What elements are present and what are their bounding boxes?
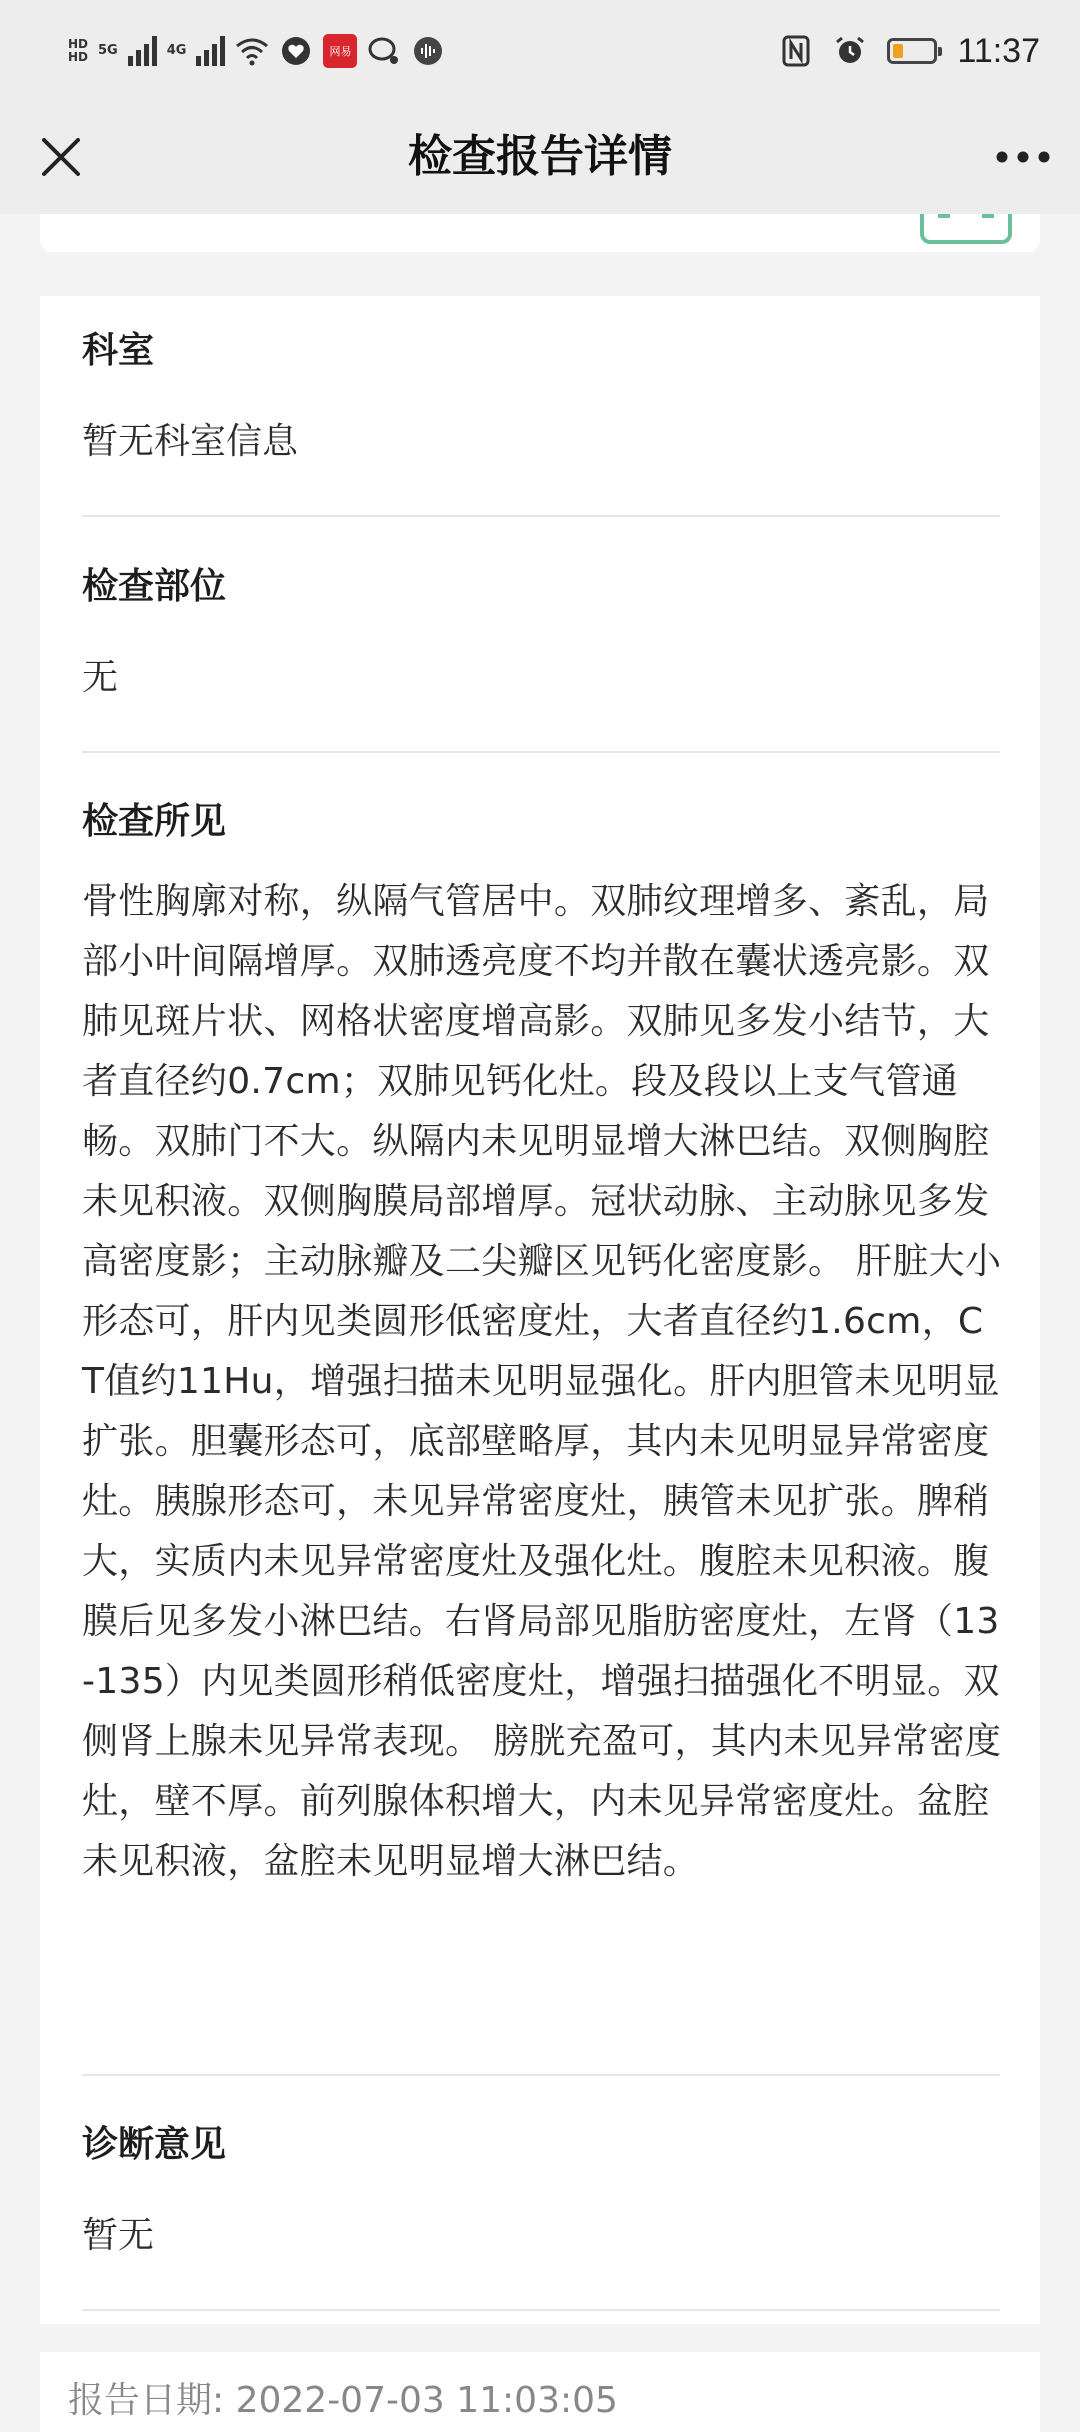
exam-site-section (82, 558, 1002, 700)
report-date: 报告日期: 2022-07-03 11:03:05 (68, 2380, 618, 2421)
signal-icon (128, 36, 157, 66)
wifi-icon (235, 34, 269, 68)
divider (82, 751, 1000, 753)
status-right (779, 26, 1040, 76)
wangyi-app-icon (323, 34, 357, 68)
department-title: 科室 (82, 330, 155, 371)
report-date-card (40, 2352, 1040, 2432)
more-icon (996, 151, 1050, 163)
exam-site-title: 检查部位 (82, 566, 227, 607)
navigation-bar (0, 100, 1080, 214)
department-section (82, 322, 1002, 464)
department-value: 暂无科室信息 (82, 421, 299, 462)
divider (82, 515, 1000, 517)
hd-label: HD (68, 37, 89, 51)
network-5g-label: 5G (98, 43, 118, 58)
diagnosis-title: 诊断意见 (82, 2124, 227, 2165)
hd-label: HD (68, 50, 89, 64)
findings-section (82, 793, 1002, 1892)
more-button[interactable] (988, 126, 1058, 188)
chat-icon (367, 34, 401, 68)
status-bar (0, 0, 1080, 100)
divider (82, 2074, 1000, 2076)
hd-indicator (68, 38, 88, 64)
clock: 11:37 (957, 31, 1040, 70)
network-4g-label: 4G (166, 43, 187, 58)
diagnosis-value: 暂无 (82, 2215, 155, 2256)
exam-site-value: 无 (82, 657, 119, 698)
signal-icon (196, 36, 225, 66)
status-left (68, 28, 445, 74)
divider (82, 2309, 1000, 2311)
nfc-icon (779, 34, 813, 68)
findings-title: 检查所见 (82, 801, 227, 842)
alarm-icon (833, 34, 867, 68)
page-title: 检查报告详情 (408, 131, 672, 182)
heart-icon (279, 34, 313, 68)
audio-icon (411, 34, 445, 68)
app-badge-label: 网易 (329, 45, 352, 58)
findings-text: 骨性胸廓对称，纵隔气管居中。双肺纹理增多、紊乱，局部小叶间隔增厚。双肺透亮度不均并散在囊状透亮影。双肺见斑片状、网格状密度增高影。双肺见多发小结节，大者直径约0.7cm；双肺见钙化灶。段及段以上支气管通畅。双肺门不大。纵隔内未见明显增大淋巴结。双侧胸腔未见积液。双侧胸膜局部增厚。冠状动脉、主动脉见多发高密度影；主动脉瓣及二尖瓣区见钙化密度影。 肝脏大小形态可，肝内见类圆形低密度灶，大者直径约1.6cm，CT值约11Hu，增强扫描未见明显强化。肝内胆管未见明显扩张。胆囊形态可，底部壁略厚，其内未见明显异常密度灶。胰腺形态可，未见异常密度灶，胰管未见扩张。脾稍大，实质内未见异常密度灶及强化灶。腹腔未见积液。腹膜后见多发小淋巴结。右肾局部见脂肪密度灶，左肾（13-135）内见类圆形稍低密度灶，增强扫描强化不明显。双侧肾上腺未见异常表现。 膀胱充盈可，其内未见异常密度灶，壁不厚。前列腺体积增大，内未见异常密度灶。盆腔未见积液，盆腔未见明显增大淋巴结。 (82, 881, 1002, 1882)
battery-icon (887, 38, 937, 64)
diagnosis-section (82, 2116, 1002, 2258)
report-detail-card (40, 296, 1040, 2324)
